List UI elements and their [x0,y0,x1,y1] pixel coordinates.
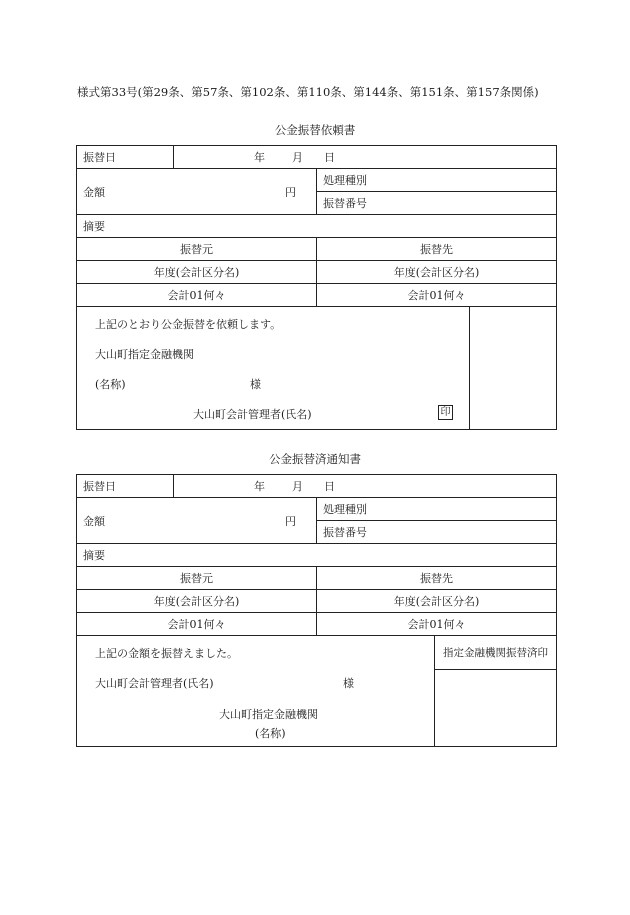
form1-summary-row [77,215,556,238]
form1-process-stack [317,169,556,214]
form2-month: 月 [292,480,303,493]
form1-from-to-row [77,238,556,261]
form1-blank-cell [470,307,556,429]
form2-process-stack [317,498,556,543]
form1-yen: 円 [285,185,296,199]
form2-fiscal-from: 年度(会計区分名) [77,590,317,612]
form1-to-label: 振替先 [420,243,453,256]
form1-table [76,145,557,430]
form2-date-value[interactable] [174,475,556,497]
form2-table [76,474,557,747]
form1-summary-label[interactable]: 摘要 [83,220,105,233]
form1-bank: 大山町指定金融機関 [95,348,194,361]
form1-day: 日 [324,151,335,164]
form1-sama: 様 [250,378,261,391]
form1-date-row [77,146,556,169]
form2-fiscal-to: 年度(会計区分名) [393,595,480,608]
form2-stamp-stack [435,636,556,746]
form2-sama: 様 [343,677,354,690]
form1-from-label: 振替元 [77,238,317,260]
form1-amount-label: 金額 [83,185,105,199]
form2-day: 日 [324,480,335,493]
form2-amount-row [77,498,556,544]
form1-year: 年 [254,151,265,164]
form1-month: 月 [292,151,303,164]
form1-fiscal-row [77,261,556,284]
form2-amount-cell[interactable] [77,498,317,543]
form1-request-text: 上記のとおり公金振替を依頼します。 [95,318,282,331]
form1-transfer-number[interactable]: 振替番号 [317,191,556,214]
seal-mark: 印 [438,405,453,420]
form2-date-row [77,475,556,498]
form1-fiscal-from: 年度(会計区分名) [77,261,317,283]
form1-title: 公金振替依頼書 [274,123,356,137]
form1-request-area [77,307,470,429]
form1-account-from: 会計01何々 [77,284,317,306]
form2-from-to-row [77,567,556,590]
form2-done-text: 上記の金額を振替えました。 [95,647,238,660]
form2-year: 年 [254,480,265,493]
form1-fiscal-to: 年度(会計区分名) [393,266,480,279]
form2-yen: 円 [285,514,296,528]
form2-date-label: 振替日 [77,475,174,497]
form1-account-row [77,284,556,307]
form2-fiscal-row [77,590,556,613]
form2-transfer-number[interactable]: 振替番号 [317,520,556,543]
form1-date-value[interactable] [174,146,556,168]
form-number-header: 様式第33号(第29条、第57条、第102条、第110条、第144条、第151条、第157条関係) [77,85,539,99]
form2-stamp-label: 指定金融機関振替済印 [443,647,548,659]
form1-amount-cell[interactable] [77,169,317,214]
form2-name-label: (名称) [255,727,286,740]
form2-notice-row [77,636,556,746]
form2-account-row [77,613,556,636]
form2-account-to: 会計01何々 [407,618,466,631]
form2-title: 公金振替済通知書 [269,452,361,466]
form2-stamp-area[interactable] [435,669,556,746]
form2-summary-row [77,544,556,567]
form1-account-to: 会計01何々 [407,289,466,302]
form1-amount-row [77,169,556,215]
form2-to-label: 振替先 [420,572,453,585]
form1-name-label: (名称) [95,378,126,391]
form2-summary-label[interactable]: 摘要 [83,549,105,562]
form1-request-row [77,307,556,429]
form1-date-label: 振替日 [77,146,174,168]
form1-process-type[interactable]: 処理種別 [323,174,367,187]
form2-from-label: 振替元 [77,567,317,589]
form2-treasurer: 大山町会計管理者(氏名) [95,677,214,690]
form2-process-type[interactable]: 処理種別 [323,503,367,516]
form2-notice-area [77,636,435,746]
form2-bank: 大山町指定金融機関 [219,708,318,721]
form2-amount-label: 金額 [83,514,105,528]
form1-treasurer: 大山町会計管理者(氏名) [193,408,312,421]
form2-account-from: 会計01何々 [77,613,317,635]
